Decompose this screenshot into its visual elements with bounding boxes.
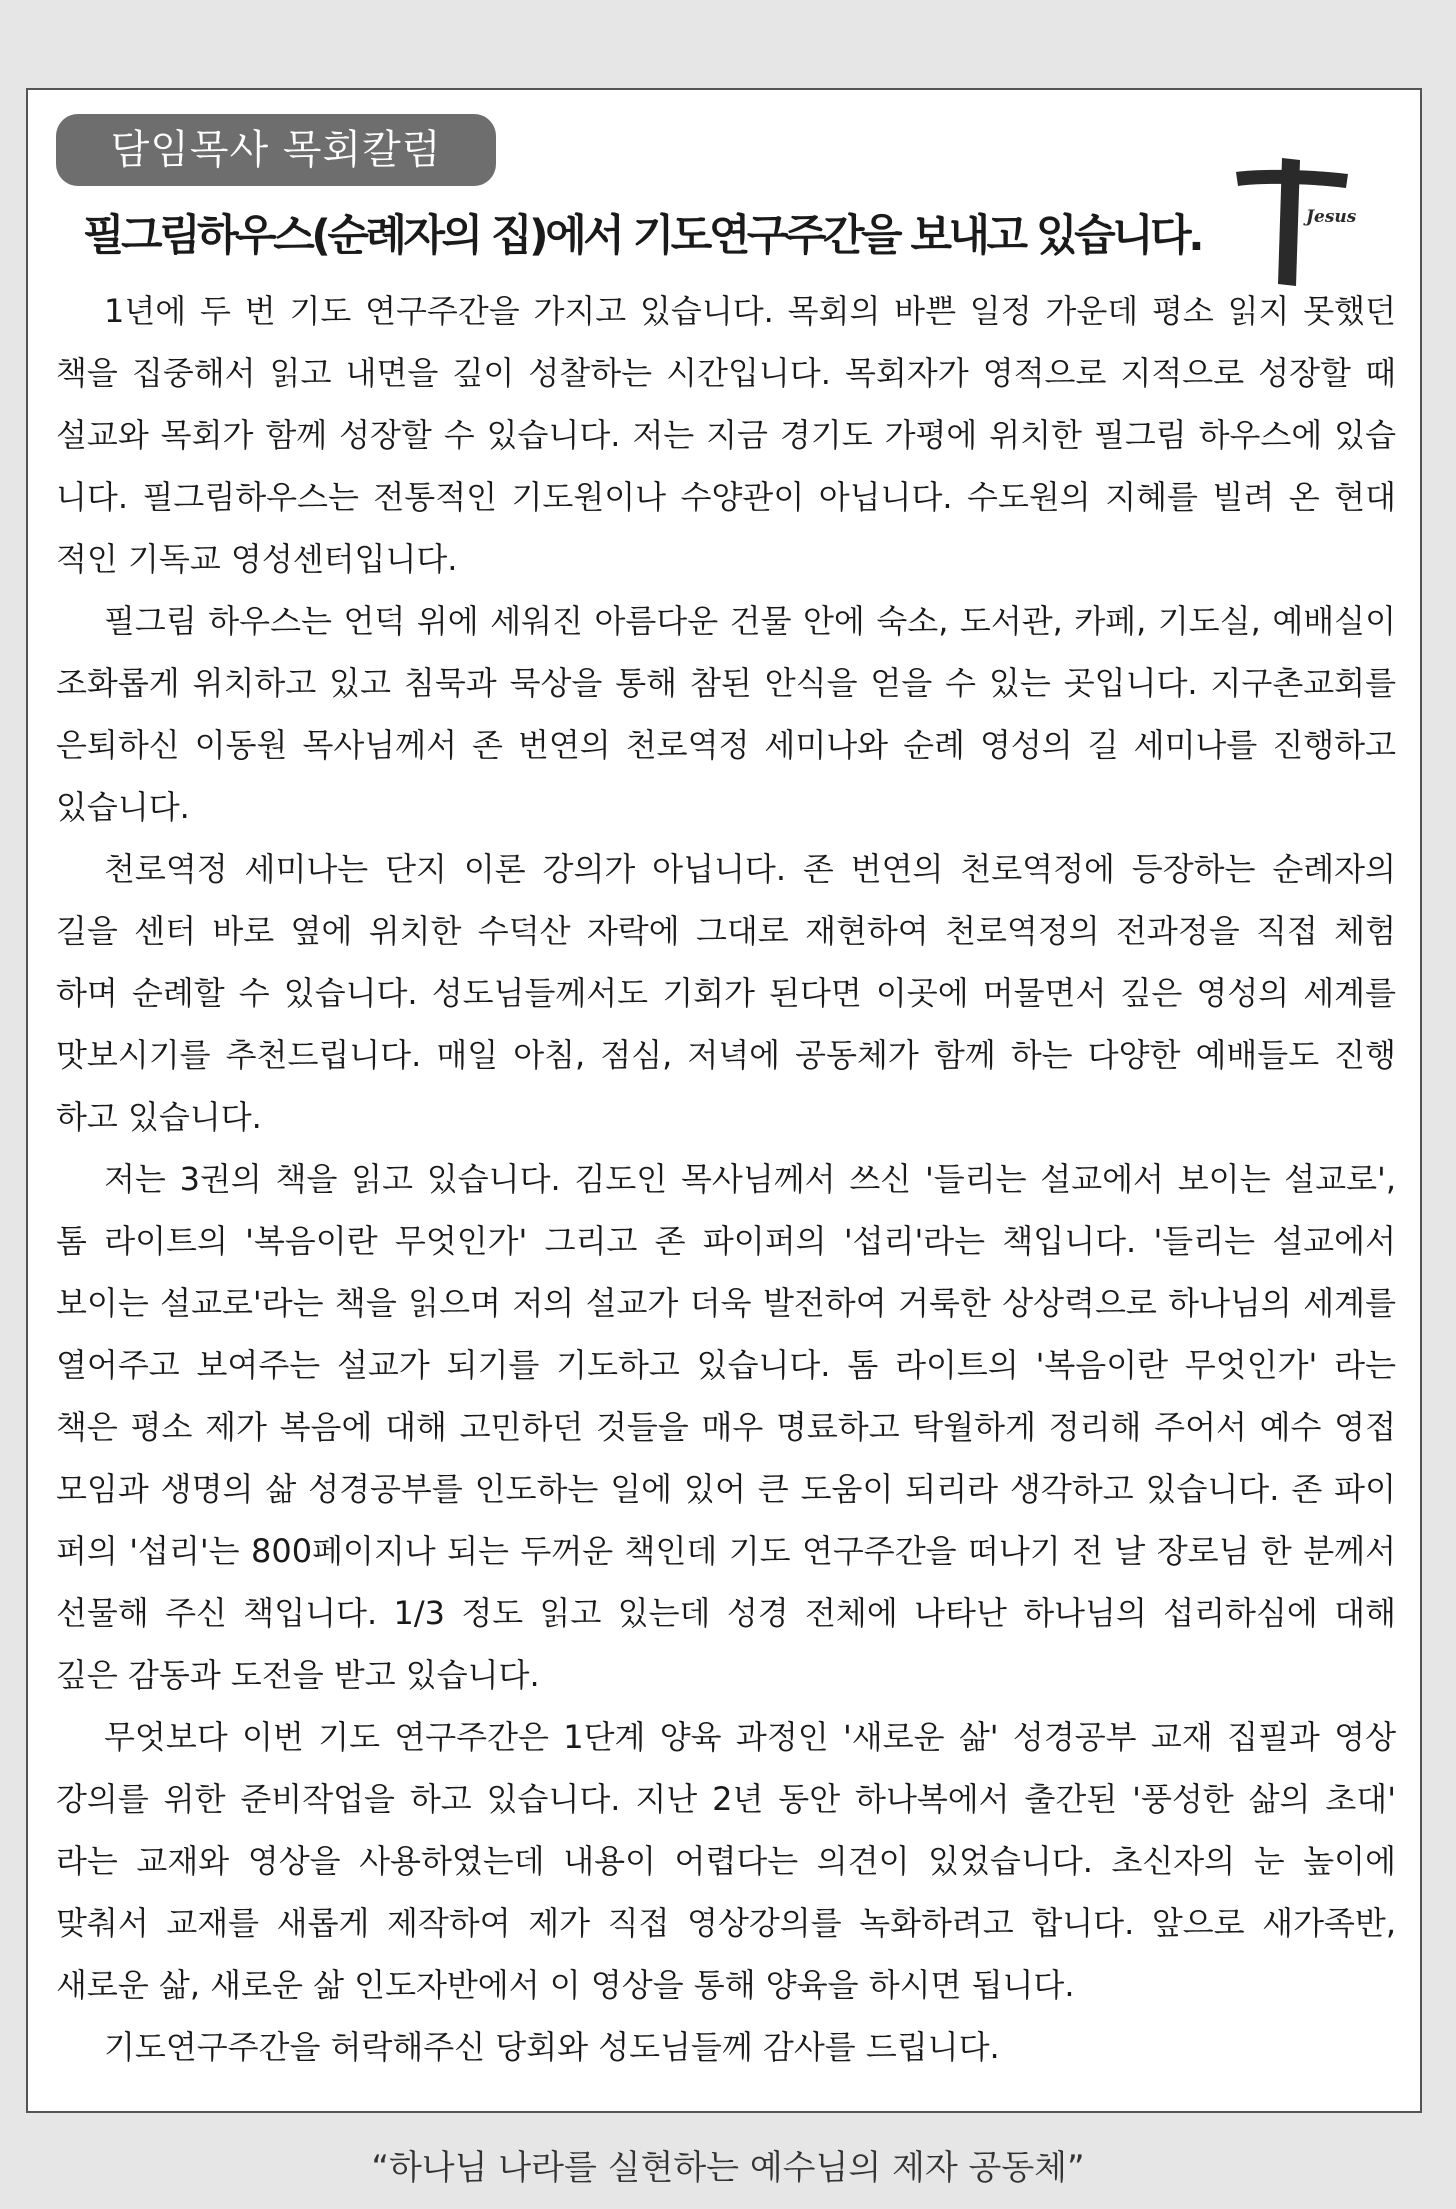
text-line: 선물해 주신 책입니다. 1/3 정도 읽고 있는데 성경 전체에 나타난 하나님의 섭리하심에 대해	[56, 1594, 1396, 1632]
text-line: 맞춰서 교재를 새롭게 제작하여 제가 직접 영상강의를 녹화하려고 합니다. 앞으로 새가족반,	[56, 1904, 1396, 1942]
text-line: 길을 센터 바로 옆에 위치한 수덕산 자락에 그대로 재현하여 천로역정의 전과정을 직접 체험	[56, 912, 1396, 950]
paragraph	[56, 2016, 1396, 2078]
text-line: 퍼의 '섭리'는 800페이지나 되는 두꺼운 책인데 기도 연구주간을 떠나기 전 날 장로님 한 분께서	[56, 1532, 1396, 1570]
cross-icon	[1216, 158, 1366, 288]
text-line: 맛보시기를 추천드립니다. 매일 아침, 점심, 저녁에 공동체가 함께 하는 다양한 예배들도 진행	[56, 1036, 1396, 1074]
text-line: 모임과 생명의 삶 성경공부를 인도하는 일에 있어 큰 도움이 되리라 생각하고 있습니다. 존 파이	[56, 1470, 1396, 1508]
text-line: 무엇보다 이번 기도 연구주간은 1단계 양육 과정인 '새로운 삶' 성경공부 교재 집필과 영상	[104, 1718, 1396, 1756]
cross-jesus-label: Jesus	[1306, 207, 1357, 227]
text-line: 톰 라이트의 '복음이란 무엇인가' 그리고 존 파이퍼의 '섭리'라는 책입니다. '들리는 설교에서	[56, 1222, 1396, 1260]
paragraph	[56, 838, 1396, 1148]
paragraph	[56, 1148, 1396, 1706]
text-line: 은퇴하신 이동원 목사님께서 존 번연의 천로역정 세미나와 순례 영성의 길 세미나를 진행하고	[56, 726, 1396, 764]
text-line: 라는 교재와 영상을 사용하였는데 내용이 어렵다는 의견이 있었습니다. 초신자의 눈 높이에	[56, 1842, 1396, 1880]
text-line: 책은 평소 제가 복음에 대해 고민하던 것들을 매우 명료하고 탁월하게 정리해 주어서 예수 영접	[56, 1408, 1396, 1446]
text-line: 새로운 삶, 새로운 삶 인도자반에서 이 영상을 통해 양육을 하시면 됩니다.	[56, 1966, 1075, 2004]
text-line: 적인 기독교 영성센터입니다.	[56, 540, 458, 578]
text-line: 강의를 위한 준비작업을 하고 있습니다. 지난 2년 동안 하나복에서 출간된 '풍성한 삶의 초대'	[56, 1780, 1396, 1818]
column-badge: 담임목사 목회칼럼	[56, 114, 496, 186]
text-line: 필그림 하우스는 언덕 위에 세워진 아름다운 건물 안에 숙소, 도서관, 카페, 기도실, 예배실이	[104, 602, 1396, 640]
text-line: 있습니다.	[56, 788, 190, 826]
paragraph	[56, 1706, 1396, 2016]
text-line: 하며 순례할 수 있습니다. 성도님들께서도 기회가 된다면 이곳에 머물면서 깊은 영성의 세계를	[56, 974, 1396, 1012]
column-frame	[26, 88, 1422, 2113]
text-line: 책을 집중해서 읽고 내면을 깊이 성찰하는 시간입니다. 목회자가 영적으로 지적으로 성장할 때	[56, 354, 1396, 392]
paragraph	[56, 590, 1396, 838]
paragraph	[56, 280, 1396, 590]
text-line: 천로역정 세미나는 단지 이론 강의가 아닙니다. 존 번연의 천로역정에 등장하는 순례자의	[104, 850, 1396, 888]
text-line: 깊은 감동과 도전을 받고 있습니다.	[56, 1656, 540, 1694]
text-line: 설교와 목회가 함께 성장할 수 있습니다. 저는 지금 경기도 가평에 위치한 필그림 하우스에 있습	[56, 416, 1396, 454]
text-line: 조화롭게 위치하고 있고 침묵과 묵상을 통해 참된 안식을 얻을 수 있는 곳입니다. 지구촌교회를	[56, 664, 1396, 702]
text-line: 보이는 설교로'라는 책을 읽으며 저의 설교가 더욱 발전하여 거룩한 상상력으로 하나님의 세계를	[56, 1284, 1396, 1322]
text-line: 1년에 두 번 기도 연구주간을 가지고 있습니다. 목회의 바쁜 일정 가운데 평소 읽지 못했던	[104, 292, 1396, 330]
text-line: 하고 있습니다.	[56, 1098, 262, 1136]
column-body	[56, 280, 1396, 2078]
church-motto: “하나님 나라를 실현하는 예수님의 제자 공동체”	[371, 2148, 1085, 2188]
text-line: 열어주고 보여주는 설교가 되기를 기도하고 있습니다. 톰 라이트의 '복음이란 무엇인가' 라는	[56, 1346, 1396, 1384]
text-line: 기도연구주간을 허락해주신 당회와 성도님들께 감사를 드립니다.	[104, 2028, 1000, 2066]
text-line: 니다. 필그림하우스는 전통적인 기도원이나 수양관이 아닙니다. 수도원의 지혜를 빌려 온 현대	[56, 478, 1396, 516]
column-title: 필그림하우스(순례자의 집)에서 기도연구주간을 보내고 있습니다.	[83, 211, 1202, 261]
text-line: 저는 3권의 책을 읽고 있습니다. 김도인 목사님께서 쓰신 '들리는 설교에서 보이는 설교로',	[104, 1160, 1396, 1198]
